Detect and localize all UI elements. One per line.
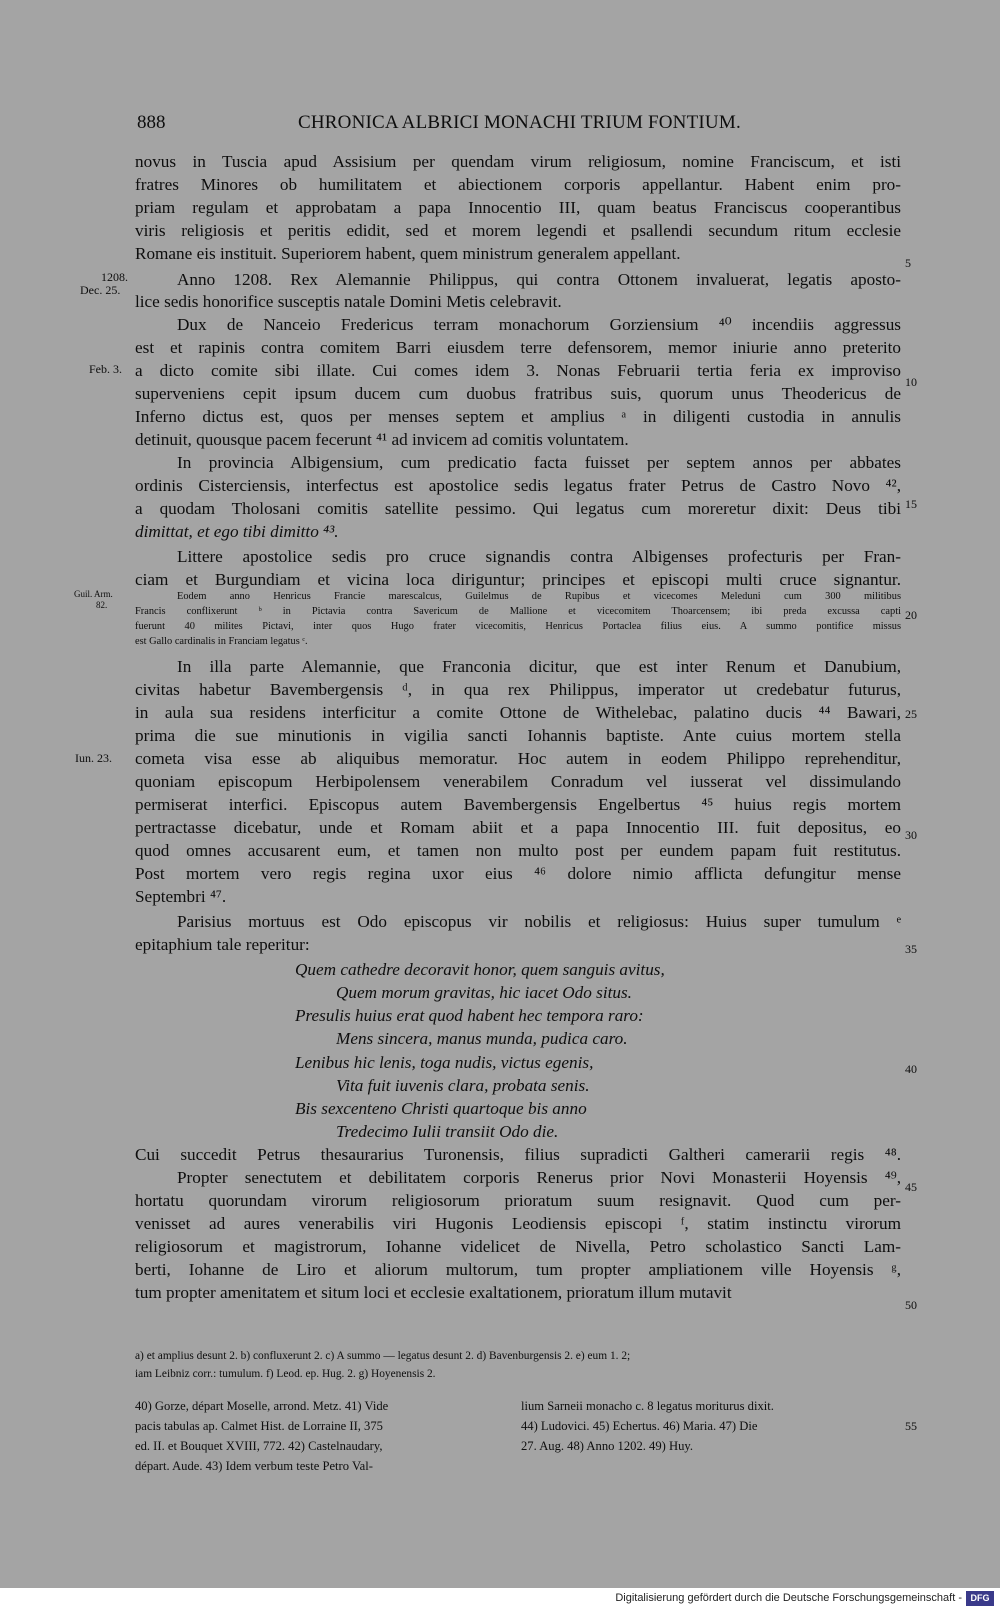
text-line: cometa visa esse ab aliquibus memoratur. Hoc autem in eodem Philippo reprehenditur, — [135, 749, 901, 768]
margin-date: Dec. 25. — [80, 283, 121, 297]
footer-credit: Digitalisierung gefördert durch die Deutsche Forschungsgemeinschaft - — [615, 1592, 962, 1604]
text-line: quoniam episcopum Herbipolensem venerabilem Conradum vel iusserat vel dissimulando — [135, 772, 901, 791]
text-line: Inferno dictus est, quos per menses septem et amplius ᵃ in diligenti custodia in annulis — [135, 407, 901, 426]
text-line: in aula sua residens interficitur a comite Ottone de Withelebac, palatino ducis ⁴⁴ Bawari, — [135, 703, 901, 722]
text-line: Parisius mortuus est Odo episcopus vir nobilis et religiosus: Huius super tumulum ᵉ — [177, 912, 901, 931]
text-line: epitaphium tale reperitur: — [135, 935, 310, 954]
line-number: 45 — [905, 1180, 917, 1194]
editor-note: lium Sarneii monacho c. 8 legatus moriturus dixit. — [521, 1399, 774, 1413]
poem-line: Tredecimo Iulii transiit Odo die. — [336, 1122, 559, 1141]
text-line: novus in Tuscia apud Assisium per quendam virum religiosum, nomine Franciscum, et isti — [135, 152, 901, 171]
margin-date: Iun. 23. — [75, 751, 112, 765]
apparatus-note: iam Leibniz corr.: tumulum. f) Leod. ep. Hug. 2. g) Hoyenensis 2. — [135, 1368, 436, 1380]
text-line: permiserat interfici. Episcopus autem Bavembergensis Engelbertus ⁴⁵ huius regis mortem — [135, 795, 901, 814]
text-line: hortatu quorundam virorum religiosorum prioratum suum resignavit. Quod cum per- — [135, 1191, 901, 1210]
text-line: tum propter amenitatem et situm loci et ecclesie exaltationem, prioratum illum mutavit — [135, 1283, 732, 1302]
line-number: 25 — [905, 707, 917, 721]
text-line: Cui succedit Petrus thesaurarius Turonensis, filius supradicti Galtheri camerarii regis ⁴⁸. — [135, 1145, 901, 1164]
text-line: Propter senectutem et debilitatem corporis Renerus prior Novi Monasterii Hoyensis ⁴⁹, — [177, 1168, 901, 1187]
poem-line: Mens sincera, manus munda, pudica caro. — [336, 1029, 628, 1048]
text-line: est Gallo cardinalis in Franciam legatus ᶜ. — [135, 636, 308, 647]
text-line: Francis conflixerunt ᵇ in Pictavia contra Savericum de Mallione et vicecomitem Thoarcensem; ibi preda excussa capti — [135, 606, 901, 617]
poem-line: Vita fuit iuvenis clara, probata senis. — [336, 1076, 590, 1095]
apparatus-note: a) et amplius desunt 2. b) confluxerunt 2. c) A summo — legatus desunt 2. d) Bavenburgensis 2. e) eum 1. 2; — [135, 1350, 631, 1362]
text-line: detinuit, quousque pacem fecerunt ⁴¹ ad invicem ad comitis voluntatem. — [135, 430, 629, 449]
text-line: Anno 1208. Rex Alemannie Philippus, qui contra Ottonem invaluerat, legatis aposto- — [177, 270, 901, 289]
footer-bar — [0, 1588, 1000, 1611]
text-line: dimittat, et ego tibi dimitto ⁴³. — [135, 522, 339, 541]
text-line: civitas habetur Bavembergensis ᵈ, in qua rex Philippus, imperator ut credebatur futurus, — [135, 680, 901, 699]
line-number: 15 — [905, 497, 917, 511]
margin-date: 82. — [96, 600, 108, 610]
text-line: Eodem anno Henricus Francie marescalcus, Guilelmus de Rupibus et vicecomes Meleduni cum 300 militibus — [177, 591, 901, 602]
text-line: Littere apostolice sedis pro cruce signandis contra Albigenses profecturis per Fran- — [177, 547, 901, 566]
text-line: ordinis Cisterciensis, interfectus est apostolice sedis legatus frater Petrus de Castro Novo ⁴², — [135, 476, 901, 495]
text-line: fratres Minores ob humilitatem et abiectionem corporis appellantur. Habent enim pro- — [135, 175, 901, 194]
text-line: a quodam Tholosani comitis satellite pessimo. Qui legatus cum moreretur dixit: Deus tibi — [135, 499, 901, 518]
poem-line: Quem morum gravitas, hic iacet Odo situs. — [336, 983, 632, 1002]
text-line: prima die sue minutionis in vigilia sancti Iohannis baptiste. Ante cuius mortem stella — [135, 726, 901, 745]
text-line: Dux de Nanceio Fredericus terram monachorum Gorziensium ⁴⁰ incendiis aggressus — [177, 315, 901, 334]
text-line: berti, Iohanne de Liro et aliorum multorum, tum propter ampliationem ville Hoyensis ᵍ, — [135, 1260, 901, 1279]
editor-note: ed. II. et Bouquet XVIII, 772. 42) Castelnaudary, — [135, 1439, 383, 1453]
text-line: pertractasse dicebatur, unde et Romam abiit et a papa Innocentio III. fuit depositus, eo — [135, 818, 901, 837]
line-number: 20 — [905, 608, 917, 622]
text-line: priam regulam et approbatam a papa Innocentio III, quam beatus Franciscus cooperantibus — [135, 198, 901, 217]
line-number: 50 — [905, 1298, 917, 1312]
dfg-logo: DFG — [966, 1591, 994, 1606]
line-number: 55 — [905, 1419, 917, 1433]
editor-note: 44) Ludovici. 45) Echertus. 46) Maria. 47) Die — [521, 1419, 758, 1433]
margin-date: Guil. Arm. — [74, 589, 113, 599]
text-line: Septembri ⁴⁷. — [135, 887, 227, 906]
line-number: 35 — [905, 942, 917, 956]
text-line: quod omnes accusarent eum, et tamen non multo post per eundem papam fuit restitutus. — [135, 841, 901, 860]
editor-note: 27. Aug. 48) Anno 1202. 49) Huy. — [521, 1439, 693, 1453]
line-number: 30 — [905, 828, 917, 842]
text-line: venisset ad aures venerabilis viri Hugonis Leodiensis episcopi ᶠ, statim instinctu virorum — [135, 1214, 901, 1233]
poem-line: Bis sexcenteno Christi quartoque bis anno — [295, 1099, 587, 1118]
editor-note: 40) Gorze, départ Moselle, arrond. Metz. 41) Vide — [135, 1399, 389, 1413]
editor-note: départ. Aude. 43) Idem verbum teste Petro Val- — [135, 1459, 373, 1473]
poem-line: Presulis huius erat quod habent hec tempora raro: — [295, 1006, 644, 1025]
running-title: CHRONICA ALBRICI MONACHI TRIUM FONTIUM. — [298, 112, 741, 133]
text-line: Post mortem vero regis regina uxor eius ⁴⁶ dolore nimio afflicta defungitur mense — [135, 864, 901, 883]
text-line: ciam et Burgundiam et vicina loca diriguntur; principes et episcopi multi cruce signantur. — [135, 570, 901, 589]
editor-note: pacis tabulas ap. Calmet Hist. de Lorraine II, 375 — [135, 1419, 383, 1433]
margin-date: Feb. 3. — [89, 362, 122, 376]
text-line: In provincia Albigensium, cum predicatio facta fuisset per septem annos per abbates — [177, 453, 901, 472]
text-line: religiosorum et magistrorum, Iohanne videlicet de Nivella, Petro scholastico Sancti Lam- — [135, 1237, 901, 1256]
text-line: Romane eis instituit. Superiorem habent, quem ministrum generalem appellant. — [135, 244, 681, 263]
text-line: viris religiosis et peritis edidit, sed et morem legendi et psallendi secundum ritum ecclesie — [135, 221, 901, 240]
text-line: lice sedis honorifice susceptis natale Domini Metis celebravit. — [135, 292, 562, 311]
text-line: In illa parte Alemannie, que Franconia dicitur, que est inter Renum et Danubium, — [177, 657, 901, 676]
text-line: fuerunt 40 milites Pictavi, inter quos Hugo frater vicecomitis, Henricus Portaclea filius eius. A summo pontifice missus — [135, 621, 901, 632]
poem-line: Quem cathedre decoravit honor, quem sanguis avitus, — [295, 960, 665, 979]
text-line: a dicto comite sibi illate. Cui comes idem 3. Nonas Februarii tertia feria ex improviso — [135, 361, 901, 380]
margin-date: 1208. — [101, 270, 128, 284]
text-line: est et rapinis contra comitem Barri eiusdem terre defensorem, memor iniurie anno preterito — [135, 338, 901, 357]
line-number: 5 — [905, 256, 911, 270]
text-line: superveniens cepit ipsum ducem cum duobus fratribus suis, quorum unus Theodericus de — [135, 384, 901, 403]
line-number: 40 — [905, 1062, 917, 1076]
poem-line: Lenibus hic lenis, toga nudis, victus egenis, — [295, 1053, 594, 1072]
page-number: 888 — [137, 112, 166, 133]
line-number: 10 — [905, 375, 917, 389]
